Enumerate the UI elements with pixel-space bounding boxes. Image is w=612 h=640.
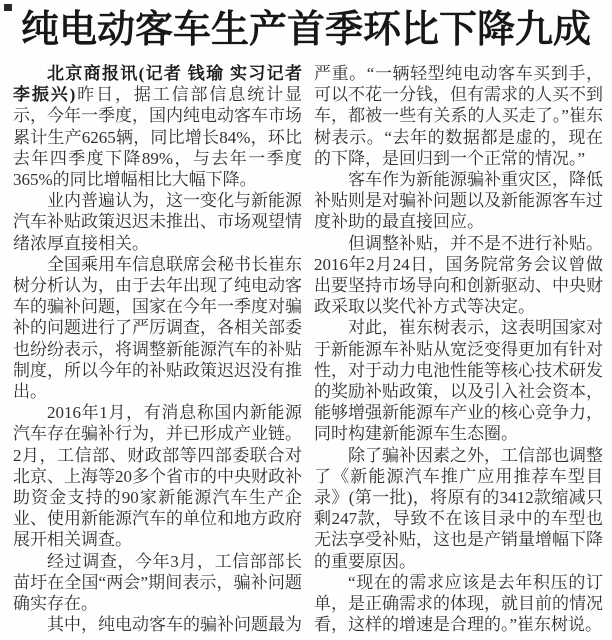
paragraph: 2016年1月，有消息称国内新能源汽车存在骗补行为，并已形成产业链。2月，工信部、财政部等四部委联合对北京、上海等20多个省市的中央财政补助资金支持的90家新能源汽车生产企业、使用新能源汽车的单位和地方政府展开相关调查。 [13,403,302,550]
paragraph-text: 昨日，据工信部信息统计显示，今年一季度，国内纯电动客车市场累计生产6265辆，同比增长84%，环比去年四季度下降89%，与去年一季度365%的同比增幅相比大幅下降。 [13,85,302,190]
article-body [13,63,603,635]
paragraph: “现在的需求应该是去年积压的订单，是正确需求的体现，就目前的情况看，这样的增速是合理的。”崔东树说。 [314,572,603,635]
byline-lead: 北京商报讯(记者 钱瑜 实习记者 李振兴) [13,64,302,105]
article-headline: 纯电动客车生产首季环比下降九成 [20,9,591,51]
paragraph: 客车作为新能源骗补重灾区，降低补贴则是对骗补问题以及新能源客车过度补助的最直接回应。 [314,170,603,232]
paragraph: 业内普遍认为，这一变化与新能源汽车补贴政策迟迟未推出、市场观望情绪浓厚直接相关。 [13,191,302,253]
paragraph: 对此，崔东树表示，这表明国家对于新能源车补贴从宽泛变得更加有针对性，对于动力电池性能等核心技术研发的奖励补贴政策，以及引入社会资本，能够增强新能源车产业的核心竞争力，同时构建新能源车生态圈。 [314,318,603,444]
article-column-right [314,63,603,635]
paragraph-intro [13,63,302,190]
paragraph: 全国乘用车信息联席会秘书长崔东树分析认为，由于去年出现了纯电动客车的骗补问题，国家在今年一季度对骗补的问题进行了严厉调查，各相关部委也纷纷表示，将调整新能源汽车的补贴制度，所以今年的补贴政策迟迟没有推出。 [13,254,302,402]
paragraph: 除了骗补因素之外，工信部也调整了《新能源汽车推广应用推荐车型目录》(第一批)，将原有的3412款缩减只剩247款，导致不在该目录中的车型也无法享受补贴，这也是产销量增幅下降的重要原因。 [314,445,603,571]
paragraph-continuation: 严重。“一辆轻型纯电动客车买到手，可以不花一分钱，但有需求的人买不到车，都被一些有关系的人买走了。”崔东树表示。“去年的数据都是虚的，现在的下降，是回归到一个正常的情况。” [314,64,603,168]
article-column-left [13,63,302,635]
paragraph: 经过调查，今年3月，工信部部长苗圩在全国“两会”期间表示，骗补问题确实存在。 [13,551,302,614]
paragraph: 但调整补贴，并不是不进行补贴。2016年2月24日，国务院常务会议曾做出要坚持市场导向和创新驱动、中央财政采取以奖代补方式等决定。 [314,233,603,317]
paragraph: 其中，纯电动客车的骗补问题最为 [47,615,302,635]
